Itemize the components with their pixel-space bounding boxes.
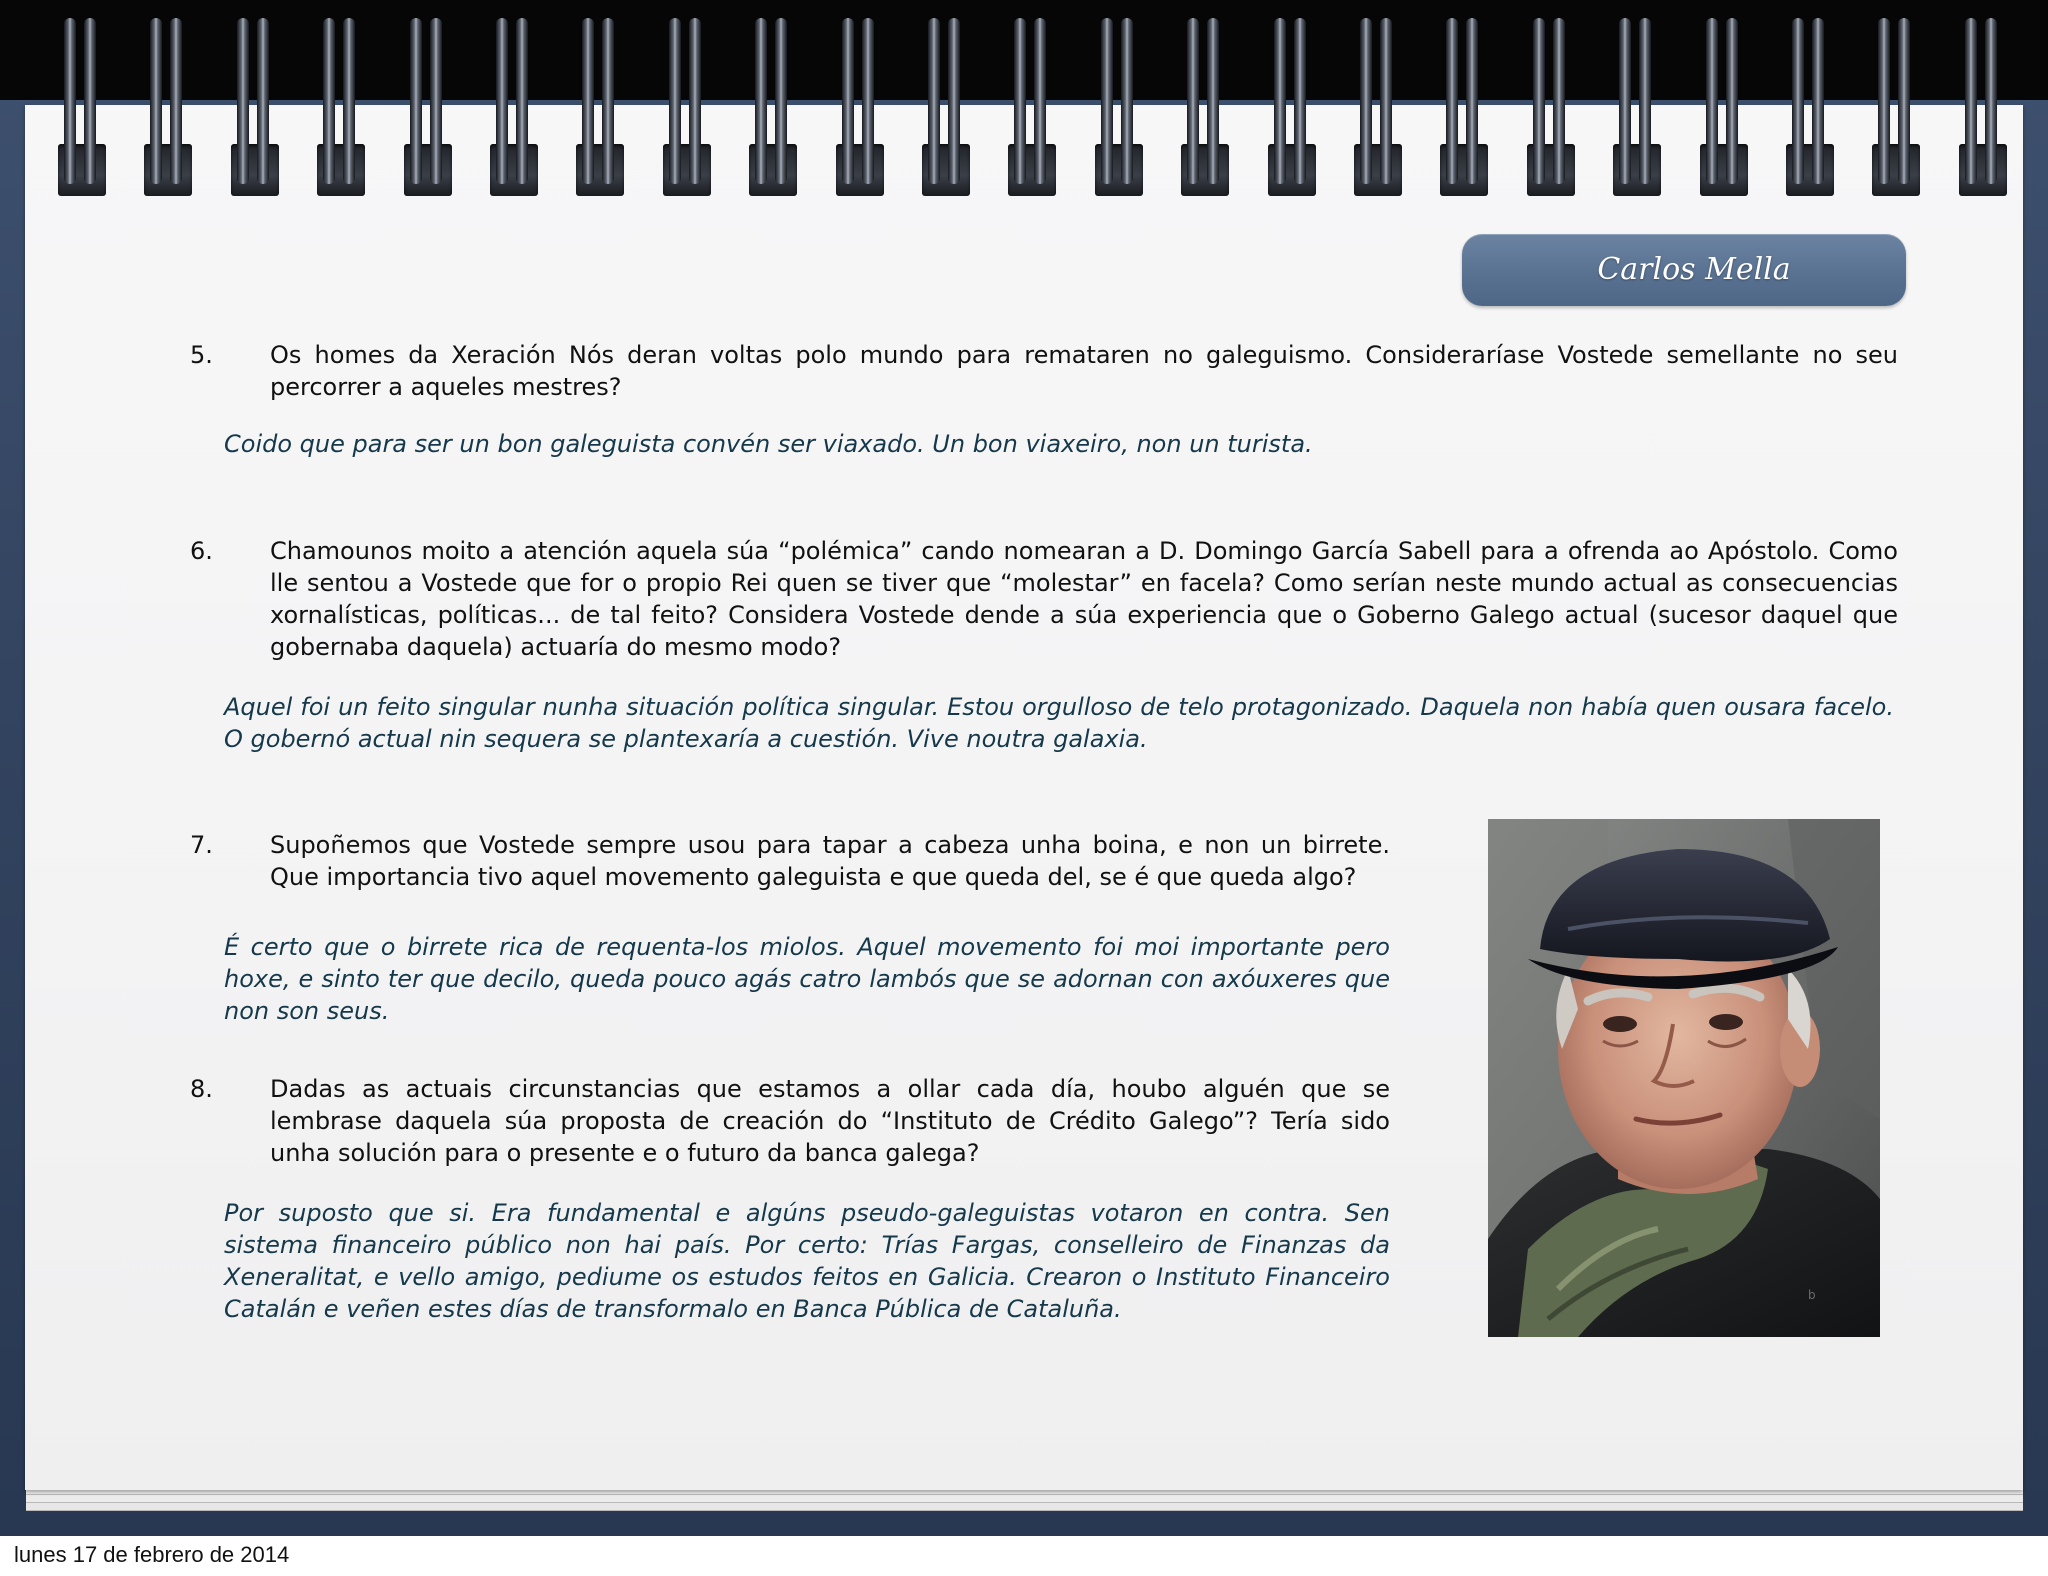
- spiral-coil: [602, 18, 614, 156]
- question-text: Os homes da Xeración Nós deran voltas polo mundo para remataren no galeguismo. Consideraríase Vostede semellante no seu percorrer a aqueles mestres?: [270, 341, 1898, 401]
- spiral-coil: [84, 18, 96, 156]
- spiral-ring: [1955, 18, 2011, 180]
- spiral-coil: [1792, 18, 1804, 156]
- spiral-ring: [227, 18, 283, 180]
- spiral-ring: [1609, 18, 1665, 180]
- spiral-coil: [150, 18, 162, 156]
- footer-bar: [0, 1536, 2048, 1576]
- spiral-coil: [1553, 18, 1565, 156]
- spiral-ring: [486, 18, 542, 180]
- svg-text:b: b: [1808, 1288, 1816, 1302]
- spiral-coil: [775, 18, 787, 156]
- spiral-coil: [410, 18, 422, 156]
- question-text: Dadas as actuais circunstancias que estamos a ollar cada día, houbo alguén que se lembrase daquela súa proposta de creación do “Instituto de Crédito Galego”? Tería sido unha solución para o presente e o futuro da banca galega?: [270, 1075, 1390, 1167]
- question-text: Supoñemos que Vostede sempre usou para tapar a cabeza unha boina, e non un birrete. Que importancia tivo aquel movemento galeguista e que queda del, se é que queda algo?: [270, 831, 1390, 891]
- portrait-photo: [1488, 819, 1880, 1337]
- spiral-ring: [1264, 18, 1320, 180]
- spiral-ring: [745, 18, 801, 180]
- spiral-ring: [1523, 18, 1579, 180]
- spiral-ring: [1004, 18, 1060, 180]
- slide-date: lunes 17 de febrero de 2014: [14, 1542, 290, 1567]
- spiral-coil: [669, 18, 681, 156]
- spiral-ring: [1782, 18, 1838, 180]
- spiral-ring: [1696, 18, 1752, 180]
- spiral-ring: [918, 18, 974, 180]
- portrait-illustration: [1488, 819, 1880, 1337]
- spiral-coil: [1639, 18, 1651, 156]
- spiral-coil: [862, 18, 874, 156]
- spiral-coil: [948, 18, 960, 156]
- spiral-coil: [1812, 18, 1824, 156]
- spiral-ring: [1177, 18, 1233, 180]
- spiral-coil: [496, 18, 508, 156]
- spiral-coil: [1187, 18, 1199, 156]
- spiral-coil: [928, 18, 940, 156]
- spiral-coil: [323, 18, 335, 156]
- spiral-ring: [1350, 18, 1406, 180]
- spiral-coil: [1466, 18, 1478, 156]
- spiral-ring: [1868, 18, 1924, 180]
- spiral-coil: [237, 18, 249, 156]
- spiral-coil: [1360, 18, 1372, 156]
- spiral-coil: [1878, 18, 1890, 156]
- question-number: 5.: [190, 341, 213, 369]
- spiral-ring: [54, 18, 110, 180]
- spiral-coil: [1014, 18, 1026, 156]
- question-text: Chamounos moito a atención aquela súa “polémica” cando nomearan a D. Domingo García Sabell para a ofrenda ao Apóstolo. Como lle sentou a Vostede que for o propio Rei quen se tiver que “molestar” en facela? Como serían neste mundo actual as consecuencias xornalísticas, políticas... de tal feito? Considera Vostede dende a súa experiencia que o Goberno Galego actual (sucesor daquel que gobernaba daquela) actuaría do mesmo modo?: [270, 537, 1898, 661]
- spiral-coil: [1898, 18, 1910, 156]
- spiral-coil: [1380, 18, 1392, 156]
- spiral-ring: [572, 18, 628, 180]
- spiral-ring: [832, 18, 888, 180]
- spiral-coil: [1985, 18, 1997, 156]
- spiral-coil: [1294, 18, 1306, 156]
- spiral-ring: [140, 18, 196, 180]
- answer-text: É certo que o birrete rica de requenta-los miolos. Aquel movemento foi moi importante pero hoxe, e sinto ter que decilo, queda pouco agás catro lambós que se adornan con axóuxeres que non son seus.: [224, 933, 1390, 1025]
- spiral-coil: [170, 18, 182, 156]
- spiral-binding: [0, 0, 2048, 190]
- spiral-ring: [400, 18, 456, 180]
- spiral-coil: [1619, 18, 1631, 156]
- spiral-coil: [1726, 18, 1738, 156]
- answer-text: Coido que para ser un bon galeguista convén ser viaxado. Un bon viaxeiro, non un turista.: [224, 430, 1313, 458]
- spiral-coil: [1965, 18, 1977, 156]
- answer-text: Por suposto que si. Era fundamental e algúns pseudo-galeguistas votaron en contra. Sen sistema financeiro público non hai país. Por certo: Trías Fargas, conselleiro de Finanzas da Xeneralitat, e vello amigo, pediume os estudos feitos en Galicia. Crearon o Instituto Financeiro Catalán e veñen estes días de transformalo en Banca Pública de Cataluña.: [224, 1199, 1390, 1323]
- question-number: 8.: [190, 1075, 213, 1103]
- spiral-coil: [1101, 18, 1113, 156]
- interviewee-name-badge: Carlos Mella: [1462, 234, 1906, 306]
- spiral-coil: [755, 18, 767, 156]
- spiral-coil: [1121, 18, 1133, 156]
- spiral-coil: [1446, 18, 1458, 156]
- spiral-ring: [313, 18, 369, 180]
- spiral-ring: [1436, 18, 1492, 180]
- answer-text: Aquel foi un feito singular nunha situación política singular. Estou orgulloso de telo protagonizado. Daquela non había quen ousara facelo. O gobernó actual nin sequera se plantexaría a cuestión. Vive noutra galaxia.: [224, 693, 1894, 753]
- spiral-coil: [1533, 18, 1545, 156]
- spiral-ring: [659, 18, 715, 180]
- spiral-coil: [64, 18, 76, 156]
- spiral-coil: [1034, 18, 1046, 156]
- spiral-coil: [1274, 18, 1286, 156]
- spiral-coil: [689, 18, 701, 156]
- spiral-coil: [430, 18, 442, 156]
- spiral-coil: [1706, 18, 1718, 156]
- spiral-coil: [516, 18, 528, 156]
- spiral-coil: [582, 18, 594, 156]
- spiral-coil: [257, 18, 269, 156]
- spiral-ring: [1091, 18, 1147, 180]
- spiral-coil: [343, 18, 355, 156]
- question-number: 6.: [190, 537, 213, 565]
- spiral-coil: [1207, 18, 1219, 156]
- question-number: 7.: [190, 831, 213, 859]
- spiral-coil: [842, 18, 854, 156]
